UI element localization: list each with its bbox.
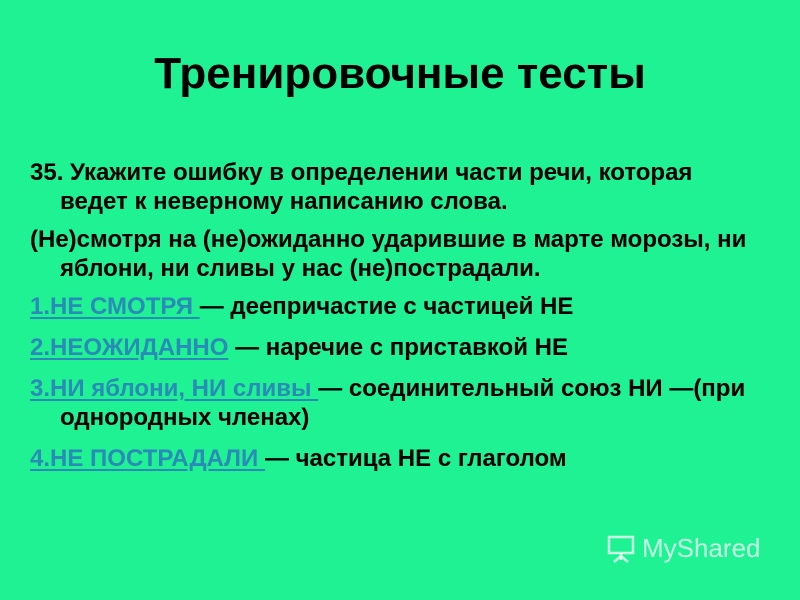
answer-text-1: — деепричастие с частицей НЕ (199, 293, 574, 320)
answer-text-3: — соединительный союз НИ —(при однородных членах) (60, 375, 746, 431)
answer-option-3 (30, 374, 750, 432)
slide-body (30, 158, 750, 485)
slide-title: Тренировочные тесты (154, 49, 646, 98)
answer-text-4: — частица НЕ с глаголом (264, 445, 567, 472)
answer-link-1[interactable]: 1.НЕ СМОТРЯ (30, 293, 200, 320)
answer-option-1 (30, 292, 750, 321)
presentation-board-icon (606, 534, 636, 564)
answer-link-3[interactable]: 3.НИ яблони, НИ сливы (30, 375, 319, 402)
sentence-text: (Не)смотря на (не)ожиданно ударившие в марте морозы, ни яблони, ни сливы у нас (не)пострадали. (30, 226, 747, 282)
answer-link-4[interactable]: 4.НЕ ПОСТРАДАЛИ (30, 445, 265, 472)
answer-option-2 (30, 333, 750, 362)
watermark (606, 533, 761, 564)
answer-option-4 (30, 444, 750, 473)
watermark-text: MyShared (642, 533, 761, 563)
answer-link-2[interactable]: 2.НЕОЖИДАННО (30, 334, 229, 361)
answer-text-2: — наречие с приставкой НЕ (228, 334, 568, 361)
question-text: 35. Укажите ошибку в определении части речи, которая ведет к неверному написанию слова. (30, 159, 693, 215)
